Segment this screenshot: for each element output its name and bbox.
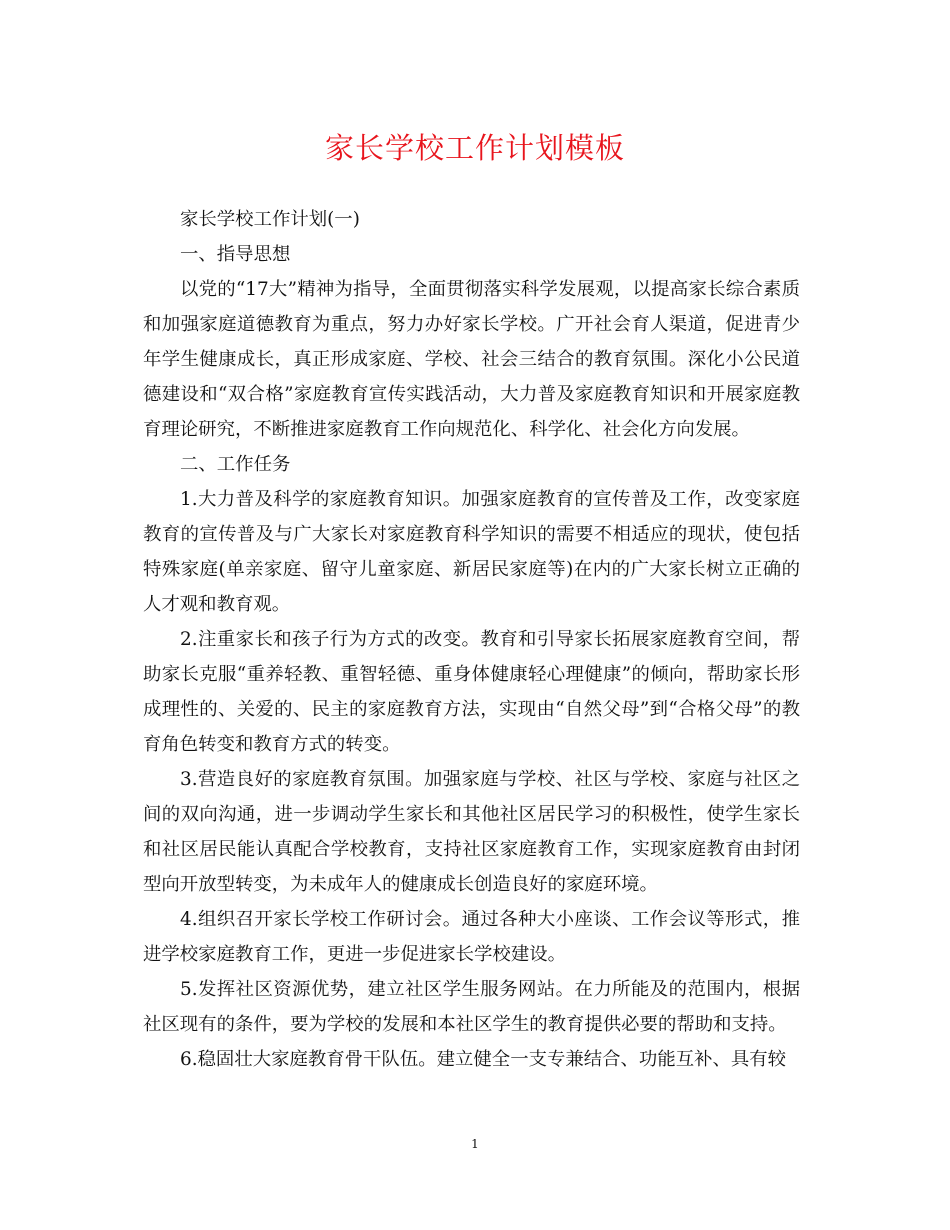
paragraph-task-1: 1.大力普及科学的家庭教育知识。加强家庭教育的宣传普及工作，改变家庭教育的宣传普及与广大家长对家庭教育科学知识的需要不相适应的现状，使包括特殊家庭(单亲家庭、留守儿童家庭、新居民家庭等)在内的广大家长树立正确的人才观和教育观。 [143, 489, 800, 615]
paragraph-task-2: 2.注重家长和孩子行为方式的改变。教育和引导家长拓展家庭教育空间，帮助家长克服“重养轻教、重智轻德、重身体健康轻心理健康”的倾向，帮助家长形成理性的、关爱的、民主的家庭教育方法，实现由“自然父母”到“合格父母”的教育角色转变和教育方式的转变。 [143, 629, 800, 755]
plan-subtitle: 家长学校工作计划(一) [180, 209, 360, 230]
paragraph-guiding-ideology: 以党的“17大”精神为指导，全面贯彻落实科学发展观，以提高家长综合素质和加强家庭道德教育为重点，努力办好家长学校。广开社会育人渠道，促进青少年学生健康成长，真正形成家庭、学校、社会三结合的教育氛围。深化小公民道德建设和“双合格”家庭教育宣传实践活动，大力普及家庭教育知识和开展家庭教育理论研究，不断推进家庭教育工作向规范化、科学化、社会化方向发展。 [143, 279, 800, 440]
document-body [143, 202, 800, 1077]
section-heading-guiding-ideology: 一、指导思想 [180, 244, 291, 265]
paragraph-task-3: 3.营造良好的家庭教育氛围。加强家庭与学校、社区与学校、家庭与社区之间的双向沟通，进一步调动学生家长和其他社区居民学习的积极性，使学生家长和社区居民能认真配合学校教育，支持社区家庭教育工作，实现家庭教育由封闭型向开放型转变，为未成年人的健康成长创造良好的家庭环境。 [143, 769, 800, 895]
document-title: 家长学校工作计划模板 [324, 131, 625, 165]
paragraph-task-5: 5.发挥社区资源优势，建立社区学生服务网站。在力所能及的范围内，根据社区现有的条件，要为学校的发展和本社区学生的教育提供必要的帮助和支持。 [143, 979, 800, 1035]
page-number: 1 [471, 1137, 479, 1151]
paragraph-task-4: 4.组织召开家长学校工作研讨会。通过各种大小座谈、工作会议等形式，推进学校家庭教育工作，更进一步促进家长学校建设。 [143, 909, 800, 965]
paragraph-task-6: 6.稳固壮大家庭教育骨干队伍。建立健全一支专兼结合、功能互补、具有较 [180, 1049, 787, 1070]
section-heading-work-tasks: 二、工作任务 [180, 454, 291, 475]
